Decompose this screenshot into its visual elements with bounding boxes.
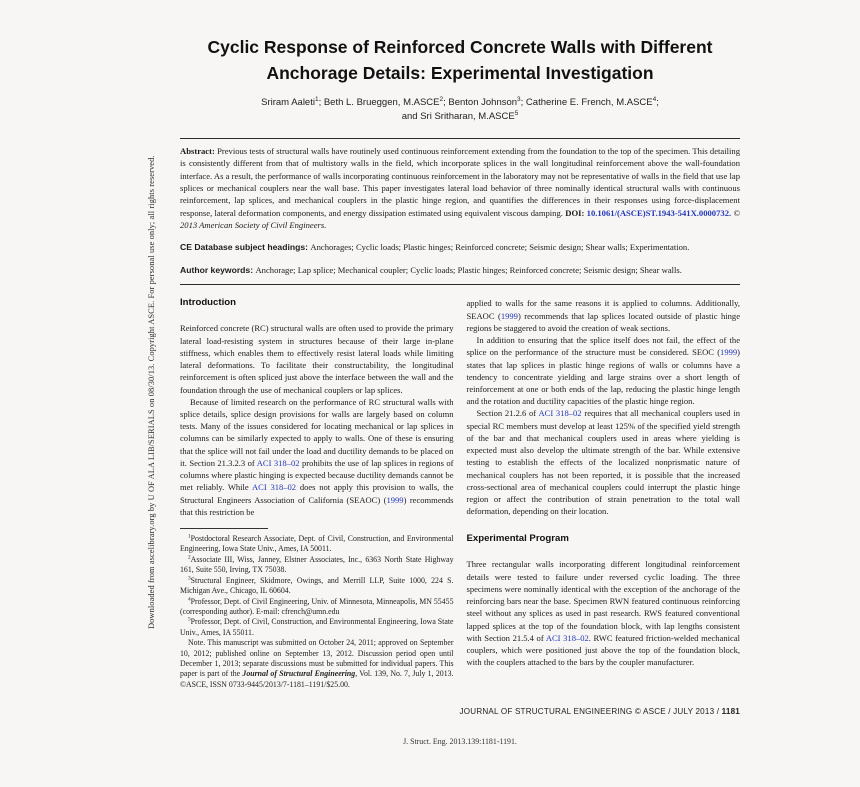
intro-paragraph-1: Reinforced concrete (RC) structural walls are often used to provide the primary lateral load-resisting system in structures because of their large in-plane stiffness, which enables them to effectively resist lateral loads while limiting lateral deformations. To facilitate their constructability, the longitudinal reinforcement is often spliced just above the interface between the wall and the foundation through the use of mechanical couplers or lap splices. — [180, 323, 454, 395]
right-paragraph-3: Section 21.2.6 of ACI 318–02 requires that all mechanical couplers used in special RC members must develop at least 125% of the specified yield strength of the bar and that mechanical couplers used in areas where yielding is expected must also develop the ultimate strength of the bar. While extensive testing to establish the effects of the localized nonprismatic nature of mechanical couplers has not been reported, it is possible that the increased cross-sectional area of mechanical couplers could interrupt the plastic hinge region or affect the contribution of strain penetration to the total wall deformation, depending on their location. — [466, 408, 740, 517]
experimental-program-heading: Experimental Program — [466, 533, 569, 545]
right-paragraph-1: applied to walls for the same reasons it is applied to columns. Additionally, SEAOC (1999) recommends that lap splices located outside of plastic hinge regions be staggered to avoid the creation of weak sections. — [466, 298, 740, 333]
authors-line-2: and Sri Sritharan, M.ASCE$^5$ — [401, 110, 519, 123]
two-column-body — [180, 297, 740, 690]
abstract-top-rule — [180, 138, 740, 139]
citation-footer-line: J. Struct. Eng. 2013.139:1181-1191. — [403, 737, 517, 746]
right-paragraph-2: In addition to ensuring that the splice itself does not fail, the effect of the splice on the performance of the structure must be considered. SEOC (1999) states that lap splices in plastic hinge regions of walls or columns have a tendency to concentrate yielding and large strains over a short length of reinforcement at one or both ends of the lap, reducing the plastic hinge length and the rotation and ductility capacities of the plastic hinge region. — [466, 335, 740, 407]
subject-headings-paragraph: CE Database subject headings: Anchorages; Cyclic loads; Plastic hinges; Reinforced concrete; Seismic design; Shear walls; Experimentation. — [180, 242, 690, 253]
footnote-1: $^1$Postdoctoral Research Associate, Dept. of Civil, Construction, and Environmental Engineering, Iowa State Univ., Ames, IA 50011. — [180, 533, 454, 554]
page-title — [180, 34, 740, 87]
title-line-1: Cyclic Response of Reinforced Concrete Walls with Different — [207, 37, 713, 57]
citation-link[interactable]: ACI 318–02 — [538, 408, 582, 419]
citation-link[interactable]: ACI 318–02 — [251, 482, 297, 493]
keywords-bottom-rule — [180, 284, 740, 285]
footnote-2: $^2$Associate III, Wiss, Janney, Elstner Associates, Inc., 6363 North State Highway 161, Suite 550, Irving, TX 75038. — [180, 554, 454, 575]
footnote-separator-rule — [180, 528, 268, 529]
footnote-3: $^3$Structural Engineer, Skidmore, Owings, and Merrill LLP, Suite 1000, 224 S. Michigan Ave., Chicago, IL 60604. — [180, 575, 454, 596]
footnote-5: $^5$Professor, Dept. of Civil, Construction, and Environmental Engineering, Iowa State Univ., Ames, IA 55011. — [180, 616, 454, 637]
citation-link[interactable]: 1999 — [720, 347, 738, 358]
title-line-2: Anchorage Details: Experimental Investigation — [266, 63, 654, 84]
footnote-4: $^4$Professor, Dept. of Civil Engineering, Univ. of Minnesota, Minneapolis, MN 55455 (corresponding author). E-mail: cfrench@umn.edu — [180, 595, 454, 616]
right-column — [467, 297, 741, 690]
intro-paragraph-2: Because of limited research on the performance of RC structural walls with splice details, splice design provisions for walls are largely based on column tests. Many of the issues considered for locating mechanical or lap splices in columns can be similarly expected to apply to walls. One of these is ensuring that the splice will not fail under the load and ductility demands to be placed on it. Section 21.3.2.3 of ACI 318–02 prohibits the use of lap splices in regions of columns where plastic hinging is expected because ductility demands cannot be met reliably. While ACI 318–02 does not apply this provision to walls, the Structural Engineers Association of California (SEAOC) (1999) recommends that this restriction be — [180, 396, 454, 517]
citation-link[interactable]: 10.1061/(ASCE)ST.1943-541X.0000732. — [586, 207, 732, 218]
abstract-paragraph: Abstract: Previous tests of structural walls have routinely used continuous reinforcement extending from the foundation to the top of the specimen. This detailing is consistently different from that of multistory walls in the field, which incorporate splices in the wall longitudinal reinforcement above the wall-foundation interface. As a result, the performance of walls incorporating continuous reinforcement in the laboratory may not be representative of walls in the field that use lap splices or mechanical couplers near the wall base. This paper investigates lateral load behavior of three nominally identical structural walls with continuous reinforcement, lap splices, and mechanical couplers in the plastic hinge region, and quantifies the differences in their responses using force-displacement response, lateral deformation components, and energy dissipation estimated using equivalent viscous damping. DOI: 10.1061/(ASCE)ST.1943-541X.0000732. © 2013 American Society of Civil Engineers. — [180, 145, 740, 230]
citation-link[interactable]: ACI 318–02 — [545, 632, 589, 643]
author-keywords-paragraph: Author keywords: Anchorage; Lap splice; Mechanical coupler; Cyclic loads; Plastic hinges; Reinforced concrete; Seismic design; Shear walls. — [180, 264, 682, 275]
citation-link[interactable]: 1999 — [386, 494, 404, 505]
download-watermark: Downloaded from ascelibrary.org by U OF ALA LIB/SERIALS on 08/30/13. Copyright ASCE. For personal use only; all rights reserved. — [147, 155, 156, 629]
author-list — [180, 96, 740, 125]
experimental-paragraph-1: Three rectangular walls incorporating different longitudinal reinforcement details were tested to failure under reversed cyclic loading. The three specimens were nominally identical with the exception of the anchorage of the reinforcing bars near the base. Specimen RWN featured continuous reinforcing steel without any splices as used in past research. RWS featured conventional lapped splices at the top of the foundation block, with lap lengths consistent with Section 21.5.4 of ACI 318–02. RWC featured friction-welded mechanical couplers, which were positioned just above the top of the foundation block, with the couplers attached to the bars by the coupler manufacturer. — [466, 559, 740, 668]
citation-link[interactable]: ACI 318–02 — [256, 457, 300, 468]
left-column — [180, 297, 454, 690]
authors-line-1: Sriram Aaleti$^1$; Beth L. Brueggen, M.ASCE$^2$; Benton Johnson$^3$; Catherine E. French, M.ASCE$^4$; — [261, 95, 659, 108]
page-content — [180, 34, 740, 690]
introduction-heading: Introduction — [180, 297, 236, 309]
journal-footer-line: JOURNAL OF STRUCTURAL ENGINEERING © ASCE / JULY 2013 / 1181 — [459, 707, 740, 716]
manuscript-note: Note. This manuscript was submitted on October 24, 2011; approved on September 10, 2012; published online on September 13, 2012. Discussion period open until December 1, 2013; separate discussions must be submitted for individual papers. This paper is part of the Journal of Structural Engineering, Vol. 139, No. 7, July 1, 2013. ©ASCE, ISSN 0733-9445/2013/7-1181–1191/$25.00. — [180, 638, 454, 689]
citation-link[interactable]: 1999 — [500, 310, 518, 321]
